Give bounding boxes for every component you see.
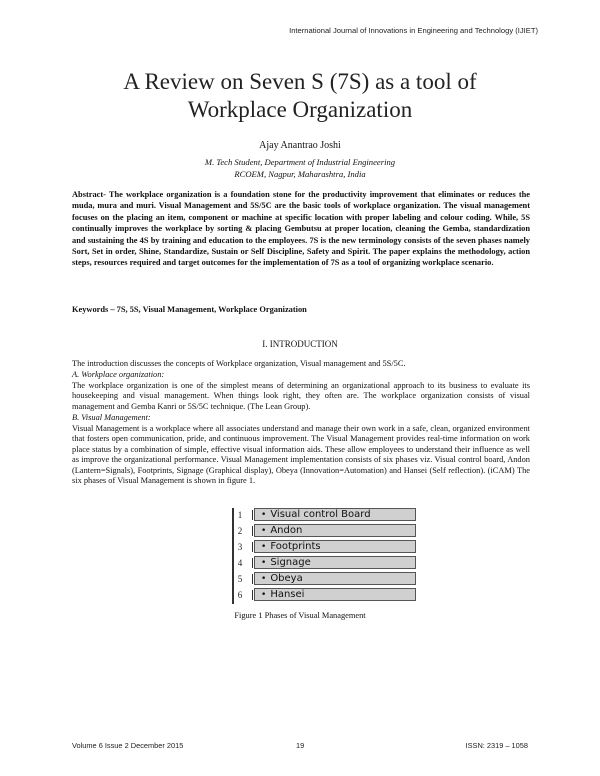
phase-label: Obeya — [270, 573, 303, 584]
phase-number: 2 — [237, 526, 243, 536]
phase-arrow — [246, 590, 253, 600]
footer-volume: Volume 6 Issue 2 December 2015 — [72, 741, 184, 750]
phase-number: 5 — [237, 574, 243, 584]
intro-paragraph: The introduction discusses the concepts of Workplace organization, Visual management and 5S/5C. — [72, 359, 406, 368]
bullet-icon: • — [261, 526, 267, 536]
bullet-icon: • — [261, 590, 267, 600]
footer-page-number: 19 — [296, 741, 305, 750]
bullet-icon: • — [261, 542, 267, 552]
phase-label: Signage — [270, 557, 311, 568]
title-line-2: Workplace Organization — [187, 97, 413, 122]
phase-bar — [254, 572, 416, 585]
phase-number: 4 — [237, 558, 243, 568]
phase-arrow — [246, 558, 253, 568]
phase-label: Andon — [270, 525, 303, 536]
abstract: Abstract- The workplace organization is a foundation stone for the productivity improvement that eliminates or reduces the muda, mura and muri. Visual Management and 5S/5C are the basic tools of workplace organization. The visual management focuses on the placing an item, component or machine at specific location with proper labeling and colour coding. While, 5S continually improves the workplace by sorting & placing Gembutsu at proper location, cleaning the Gemba, standardization and sustaining the 4S by training and education to the employees. 7S is the new terminology consists of the seven phases namely Sort, Set in order, Shine, Standardize, Sustain or Self Discipline, Safety and Spirit. The paper explains the methodology, action steps, resources required and target outcomes for the implementation of 7S as a tool of organizing workplace scenario. — [72, 190, 530, 268]
phase-number: 3 — [237, 542, 243, 552]
title-line-1: A Review on Seven S (7S) as a tool of — [123, 69, 477, 94]
figure-left-bracket — [232, 508, 234, 604]
phase-arrow — [246, 510, 253, 520]
phase-number: 1 — [237, 510, 243, 520]
bullet-icon: • — [261, 510, 267, 520]
phase-label: Footprints — [270, 541, 321, 552]
author-name: Ajay Anantrao Joshi — [259, 140, 341, 151]
subheading-b: B. Visual Management: — [72, 413, 151, 422]
phase-arrow — [246, 574, 253, 584]
keywords: Keywords – 7S, 5S, Visual Management, Workplace Organization — [72, 305, 307, 314]
bullet-icon: • — [261, 558, 267, 568]
phase-number: 6 — [237, 590, 243, 600]
section-heading: I. INTRODUCTION — [262, 339, 338, 349]
phase-bar — [254, 508, 416, 521]
bullet-icon: • — [261, 574, 267, 584]
phase-label: Hansei — [270, 589, 305, 600]
phase-arrow — [246, 542, 253, 552]
subheading-a: A. Workplace organization: — [72, 370, 165, 379]
footer-issn: ISSN: 2319 – 1058 — [465, 741, 528, 750]
phase-bar — [254, 588, 416, 601]
paper-title — [0, 68, 600, 124]
paragraph-a: The workplace organization is one of the simplest means of determining an organizational approach to its business to evaluate its housekeeping and visual management. When things look right, they often are. The workplace organization consists of visual management and Gemba Kanri or 5S/5C technique. (The Lean Group). — [72, 381, 530, 411]
journal-header: International Journal of Innovations in Engineering and Technology (IJIET) — [289, 26, 538, 35]
paragraph-b: Visual Management is a workplace where all associates understand and manage their own work in a safe, clean, organized environment that fosters open communication, pride, and continuous improvement. The Visual Management provides real-time information on work place status by a combination of simple, effective visual information aids. These allow employees to understand their influence as well as improve the organizational performance. Visual Management implementation consists of six phases viz. Visual control board, Andon (Lantern=Signals), Footprints, Signage (Graphical display), Obeya (Innovation=Automation) and Hansei (Self reflection). (iCAM) The six phases of Visual Management is shown in figure 1. — [72, 424, 530, 486]
author-affiliation-1: M. Tech Student, Department of Industrial Engineering — [204, 157, 396, 167]
phase-bar — [254, 556, 416, 569]
visual-management-figure — [232, 508, 418, 604]
author-affiliation-2: RCOEM, Nagpur, Maharashtra, India — [234, 169, 366, 179]
figure-caption: Figure 1 Phases of Visual Management — [234, 611, 366, 620]
phase-arrow — [246, 526, 253, 536]
phase-bar — [254, 540, 416, 553]
phase-label: Visual control Board — [270, 509, 371, 520]
phase-bar — [254, 524, 416, 537]
